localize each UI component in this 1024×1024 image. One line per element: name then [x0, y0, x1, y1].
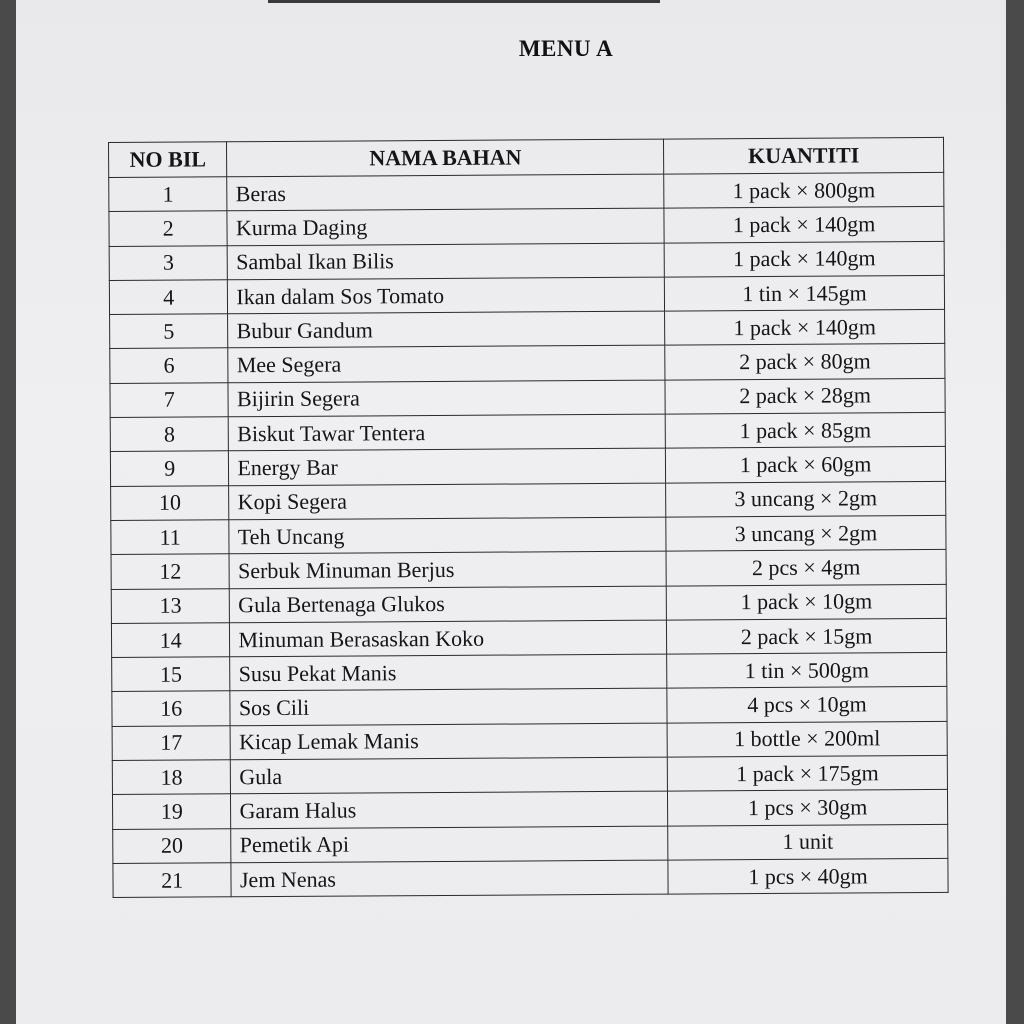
row-quantity: 1 pack × 175gm — [667, 755, 947, 791]
row-quantity: 2 pack × 15gm — [667, 618, 947, 654]
row-item-name: Energy Bar — [229, 448, 666, 485]
row-item-name: Beras — [227, 174, 664, 211]
row-item-name: Biskut Tawar Tentera — [229, 414, 666, 451]
row-item-name: Bijirin Segera — [228, 380, 665, 417]
row-item-name: Kopi Segera — [229, 483, 666, 520]
table-header-row — [109, 137, 944, 177]
row-quantity: 1 pack × 800gm — [664, 172, 944, 208]
row-quantity: 1 tin × 145gm — [664, 275, 944, 311]
table-row — [109, 241, 944, 280]
table-row — [109, 275, 944, 314]
table-row — [109, 172, 944, 211]
table-row — [110, 447, 945, 486]
row-item-name: Pemetik Api — [231, 826, 668, 863]
table-row — [113, 858, 948, 897]
row-quantity: 1 pcs × 40gm — [668, 858, 948, 894]
row-number: 7 — [110, 383, 229, 418]
table-row — [111, 550, 946, 589]
row-quantity: 1 pack × 85gm — [665, 412, 945, 448]
row-number: 8 — [110, 417, 229, 452]
header-kuantiti: KUANTITI — [664, 137, 944, 174]
row-number: 1 — [109, 177, 228, 212]
row-number: 11 — [111, 520, 230, 555]
row-item-name: Sos Cili — [230, 689, 667, 726]
row-number: 21 — [113, 863, 232, 898]
row-quantity: 1 pack × 140gm — [664, 207, 944, 243]
row-number: 19 — [112, 794, 231, 829]
table-row — [111, 584, 946, 623]
row-quantity: 4 pcs × 10gm — [667, 687, 947, 723]
row-quantity: 2 pack × 80gm — [665, 344, 945, 380]
table-row — [111, 515, 946, 554]
table-row — [112, 755, 947, 794]
row-number: 10 — [111, 485, 230, 520]
row-item-name: Kicap Lemak Manis — [231, 723, 668, 760]
row-item-name: Minuman Berasaskan Koko — [230, 620, 667, 657]
row-quantity: 1 pcs × 30gm — [668, 790, 948, 826]
row-number: 14 — [111, 623, 230, 658]
row-quantity: 2 pack × 28gm — [665, 378, 945, 414]
row-number: 17 — [112, 726, 231, 761]
row-number: 5 — [110, 314, 229, 349]
row-quantity: 1 bottle × 200ml — [667, 721, 947, 757]
table-row — [110, 412, 945, 451]
ingredients-table — [108, 137, 949, 898]
row-item-name: Serbuk Minuman Berjus — [229, 551, 666, 588]
row-quantity: 1 tin × 500gm — [667, 653, 947, 689]
row-number: 6 — [110, 348, 229, 383]
row-quantity: 1 pack × 60gm — [666, 447, 946, 483]
row-item-name: Ikan dalam Sos Tomato — [228, 277, 665, 314]
row-number: 3 — [109, 245, 228, 280]
row-number: 9 — [110, 451, 229, 486]
row-number: 12 — [111, 554, 230, 589]
row-number: 20 — [113, 828, 232, 863]
row-item-name: Gula Bertenaga Glukos — [230, 586, 667, 623]
header-nama-bahan: NAMA BAHAN — [227, 139, 664, 177]
row-item-name: Susu Pekat Manis — [230, 654, 667, 691]
row-item-name: Sambal Ikan Bilis — [228, 243, 665, 280]
row-quantity: 1 unit — [668, 824, 948, 860]
row-quantity: 2 pcs × 4gm — [666, 550, 946, 586]
table-row — [113, 824, 948, 863]
table-row — [110, 344, 945, 383]
table-row — [109, 207, 944, 246]
row-number: 18 — [112, 760, 231, 795]
row-item-name: Mee Segera — [228, 346, 665, 383]
table-row — [110, 310, 945, 349]
table-row — [110, 378, 945, 417]
top-edge-strip — [268, 0, 660, 3]
row-quantity: 1 pack × 140gm — [665, 310, 945, 346]
row-quantity: 1 pack × 140gm — [664, 241, 944, 277]
row-item-name: Bubur Gandum — [228, 311, 665, 348]
row-quantity: 1 pack × 10gm — [666, 584, 946, 620]
row-item-name: Gula — [231, 757, 668, 794]
page-title: MENU A — [518, 36, 614, 61]
row-item-name: Kurma Daging — [227, 208, 664, 245]
table-row — [111, 618, 946, 657]
row-number: 13 — [111, 588, 230, 623]
row-number: 16 — [112, 691, 231, 726]
table-row — [112, 721, 947, 760]
header-no-bil: NO BIL — [109, 142, 228, 178]
table-row — [112, 653, 947, 692]
paper-sheet — [16, 0, 1006, 1024]
row-number: 2 — [109, 211, 228, 246]
table-row — [112, 790, 947, 829]
table-row — [112, 687, 947, 726]
row-item-name: Garam Halus — [231, 791, 668, 828]
row-number: 15 — [112, 657, 231, 692]
row-item-name: Teh Uncang — [229, 517, 666, 554]
row-item-name: Jem Nenas — [231, 860, 668, 897]
table-row — [111, 481, 946, 520]
row-quantity: 3 uncang × 2gm — [666, 481, 946, 517]
row-number: 4 — [109, 280, 228, 315]
row-quantity: 3 uncang × 2gm — [666, 515, 946, 551]
